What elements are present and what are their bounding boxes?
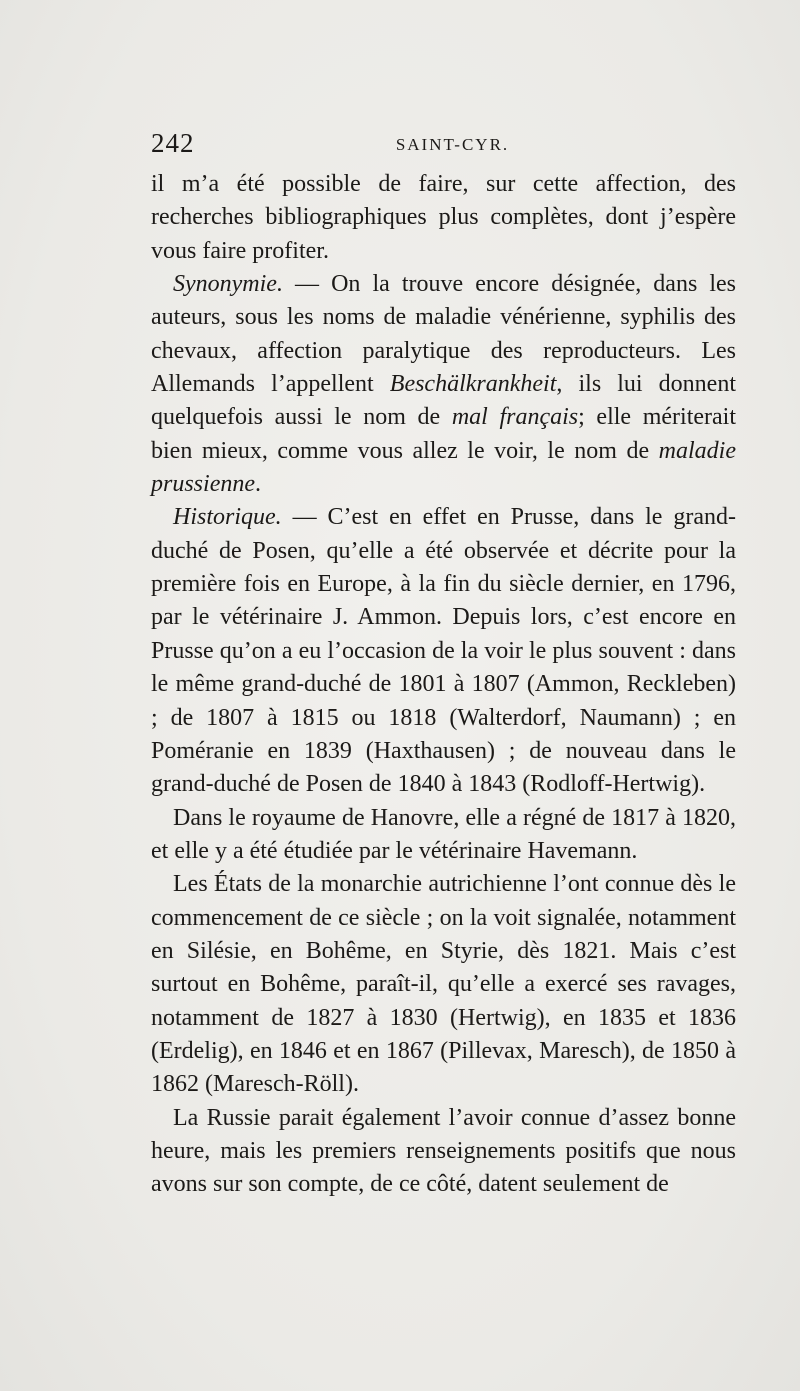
paragraph-hanovre: Dans le royaume de Hanovre, elle a régné de 1817 à 1820, et elle y a été étudiée par le vétérinaire Havemann.	[151, 804, 736, 864]
synonymie-text-2: , ils lui donnent quelquefois aussi le nom de	[151, 371, 736, 431]
body-text	[151, 168, 736, 1202]
paragraph-continuation: il m’a été possible de faire, sur cette affection, des recherches bibliographiques plus complètes, dont j’espère vous faire profiter.	[151, 171, 736, 264]
paragraph-synonymie	[151, 268, 736, 501]
paragraph-autriche: Les États de la monarchie autrichienne l’ont connue dès le commencement de ce siècle ; on la voit signalée, notamment en Silésie, en Bohême, en Styrie, dès 1821. Mais c’est surtout en Bohême, paraît-il, qu’elle a exercé ses ravages, notamment de 1827 à 1830 (Hertwig), en 1835 et 1836 (Erdelig), en 1846 et en 1867 (Pillevax, Maresch), de 1850 à 1862 (Maresch-Röll).	[151, 871, 736, 1098]
page-number: 242	[151, 128, 195, 158]
term-beschalkrankheit: Beschälkrankheit	[389, 371, 557, 398]
synonymie-text-1: — On la trouve encore désignée, dans les auteurs, sous les noms de maladie vénérienne, syphilis des chevaux, affection paralytique des reproducteurs. Les Allemands l’appellent	[151, 271, 736, 398]
term-maladie-prussienne: maladie prussienne	[151, 437, 736, 498]
page-header	[151, 128, 736, 158]
running-title: SAINT-CYR.	[395, 135, 510, 154]
paragraph-historique	[151, 501, 736, 801]
section-label-synonymie: Synonymie.	[173, 271, 283, 298]
synonymie-text-3: ; elle mériterait bien mieux, comme vous allez le voir, le nom de	[151, 404, 736, 464]
paragraph-russie: La Russie parait également l’avoir connue d’assez bonne heure, mais les premiers renseignements positifs que nous avons sur son compte, de ce côté, datent seulement de	[151, 1104, 736, 1198]
term-mal-francais: mal français	[451, 404, 579, 431]
historique-text: — C’est en effet en Prusse, dans le grand-duché de Posen, qu’elle a été observée et décrite pour la première fois en Europe, à la fin du siècle dernier, en 1796, par le vétérinaire J. Ammon. Depuis lors, c’est encore en Prusse qu’on a eu l’occasion de la voir le plus souvent : dans le même grand-duché de 1801 à 1807 (Ammon, Reckleben) ; de 1807 à 1815 ou 1818 (Walterdorf, Naumann) ; en Poméranie en 1839 (Haxthausen) ; de nouveau dans le grand-duché de Posen de 1840 à 1843 (Rodloff-Hertwig).	[151, 504, 736, 798]
synonymie-text-4: .	[255, 471, 261, 498]
section-label-historique: Historique.	[173, 504, 282, 531]
